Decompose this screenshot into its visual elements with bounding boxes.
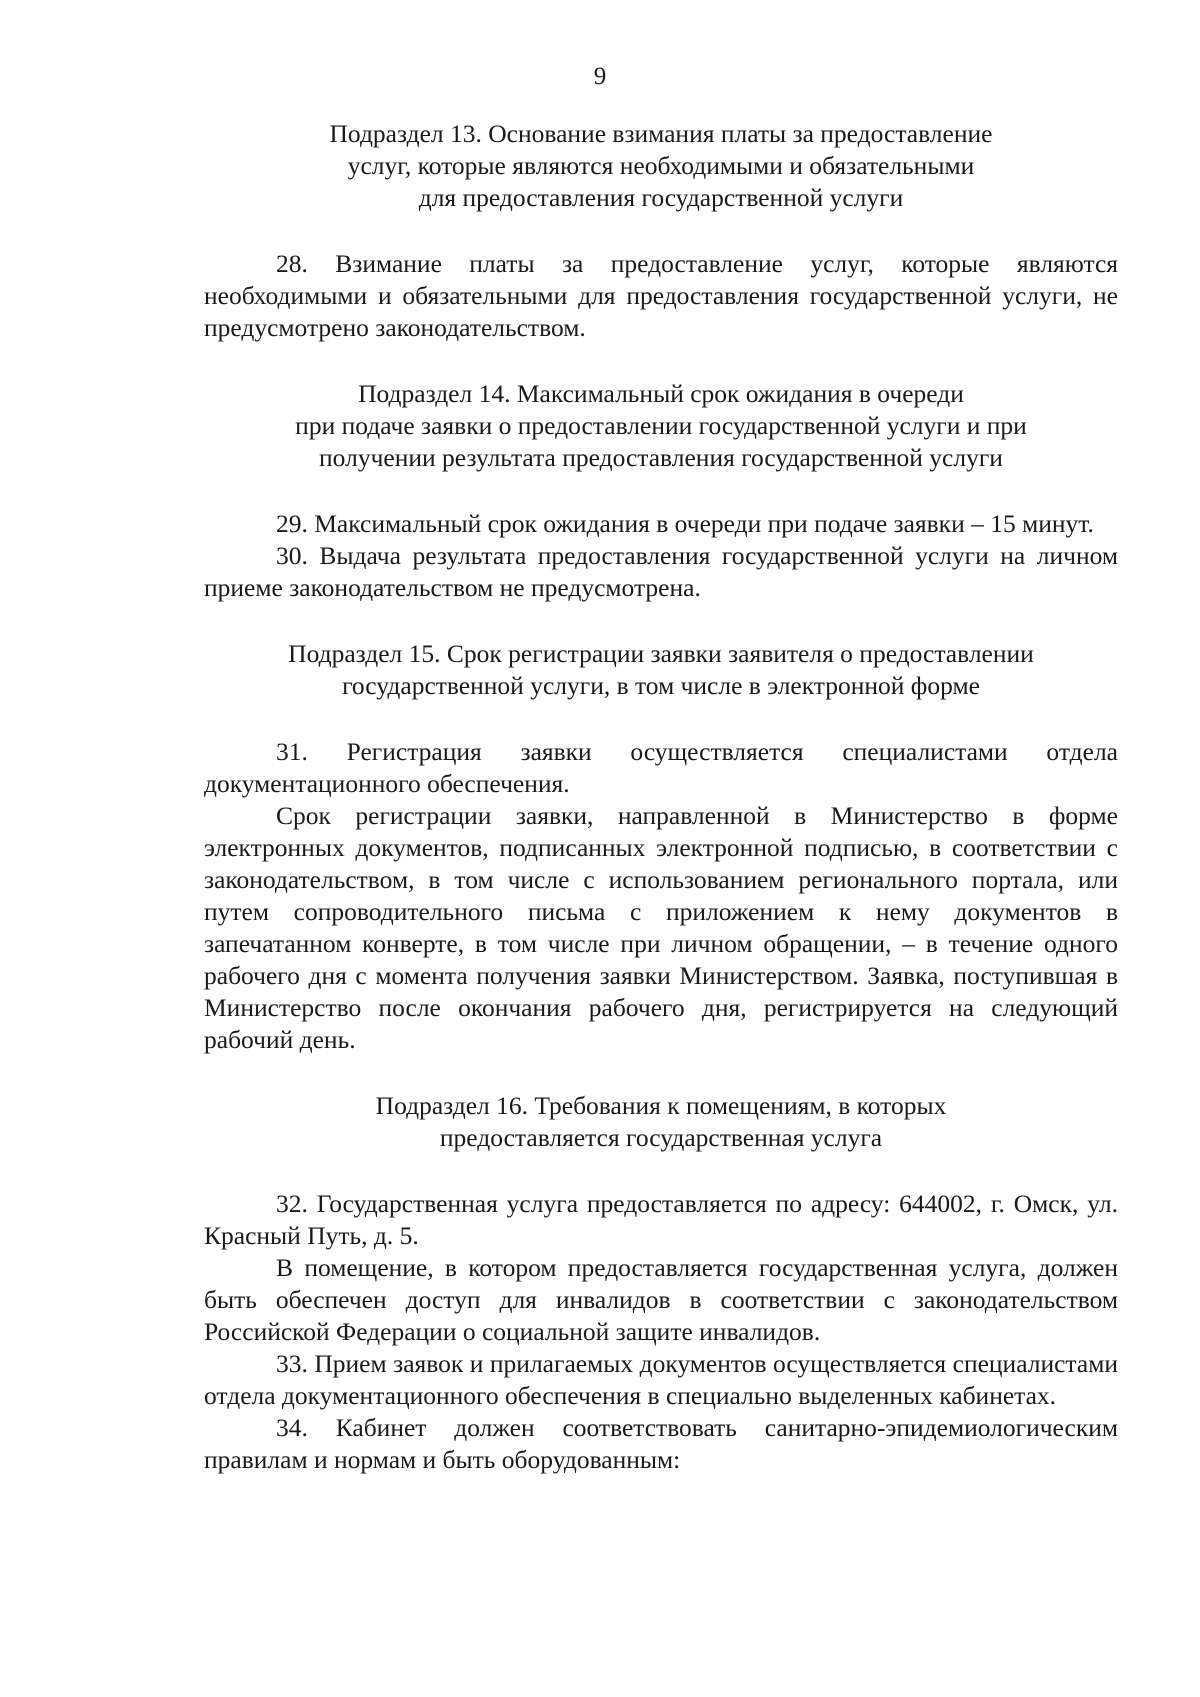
heading-line: государственной услуги, в том числе в электронной форме — [342, 671, 980, 700]
paragraph-31-registration-term: Срок регистрации заявки, направленной в Министерство в форме электронных документов, подписанных электронной подписью, в соответствии с законодательством, в том числе с использованием регионального портала, или путем сопроводительного письма с приложением к нему документов в запечатанном конверте, в том числе при личном обращении, – в течение одного рабочего дня с момента получения заявки Министерством. Заявка, поступившая в Министерство после окончания рабочего дня, регистрируется на следующий рабочий день. — [204, 801, 1118, 1054]
page-number: 9 — [593, 63, 607, 90]
paragraph-30: 30. Выдача результата предоставления государственной услуги на личном приеме законодательством не предусмотрена. — [204, 541, 1118, 602]
section-heading-13 — [204, 118, 1118, 214]
section-heading-15 — [204, 638, 1118, 702]
document-body — [204, 118, 1118, 1476]
paragraph-33: 33. Прием заявок и прилагаемых документов осуществляется специалистами отдела документационного обеспечения в специально выделенных кабинетах. — [204, 1349, 1118, 1410]
section-heading-16 — [204, 1090, 1118, 1154]
section-heading-14 — [204, 378, 1118, 474]
paragraph-31: 31. Регистрация заявки осуществляется специалистами отдела документационного обеспечения. — [204, 737, 1118, 798]
heading-line: получении результата предоставления государственной услуги — [319, 443, 1003, 472]
heading-line: для предоставления государственной услуги — [418, 183, 904, 212]
paragraph-32: 32. Государственная услуга предоставляется по адресу: 644002, г. Омск, ул. Красный Путь, д. 5. — [204, 1189, 1118, 1250]
paragraph-34: 34. Кабинет должен соответствовать санитарно-эпидемиологическим правилам и нормам и быть оборудованным: — [204, 1413, 1118, 1474]
heading-line: Подраздел 16. Требования к помещениям, в которых — [375, 1091, 947, 1120]
paragraph-32-accessibility: В помещение, в котором предоставляется государственная услуга, должен быть обеспечен доступ для инвалидов в соответствии с законодательством Российской Федерации о социальной защите инвалидов. — [204, 1253, 1118, 1346]
heading-line: предоставляется государственная услуга — [439, 1123, 883, 1152]
heading-line: услуг, которые являются необходимыми и обязательными — [347, 151, 975, 180]
paragraph-29: 29. Максимальный срок ожидания в очереди при подаче заявки – 15 минут. — [276, 509, 1094, 538]
heading-line: Подраздел 14. Максимальный срок ожидания в очереди — [358, 379, 964, 408]
paragraph-28: 28. Взимание платы за предоставление услуг, которые являются необходимыми и обязательными для предоставления государственной услуги, не предусмотрено законодательством. — [204, 249, 1118, 342]
heading-line: при подаче заявки о предоставлении государственной услуги и при — [295, 411, 1027, 440]
heading-line: Подраздел 15. Срок регистрации заявки заявителя о предоставлении — [288, 639, 1034, 668]
heading-line: Подраздел 13. Основание взимания платы за предоставление — [329, 119, 993, 148]
